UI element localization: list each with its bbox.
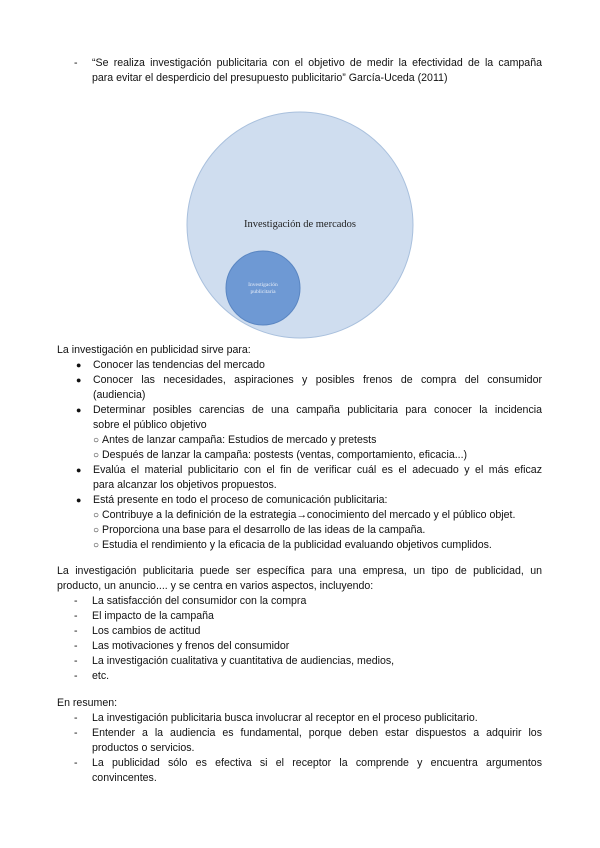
bullet-text: para alcanzar los objetivos propuestos.	[93, 479, 277, 491]
dash-marker: -	[74, 727, 78, 739]
inner-circle-label: publicitaria	[250, 289, 276, 295]
bullet-text: sobre el público objetivo	[93, 419, 207, 431]
dash-marker: -	[74, 57, 78, 69]
sub-bullet-circle: ○	[93, 450, 100, 461]
sub-bullet-circle: ○	[93, 435, 100, 446]
list-item: etc.	[92, 670, 110, 682]
list-item: Los cambios de actitud	[92, 625, 201, 637]
sub-bullet-text: Después de lanzar la campaña: postests (ventas, comportamiento, eficacia...)	[102, 449, 468, 461]
sub-bullet-text: Estudia el rendimiento y la eficacia de la publicidad evaluando objetivos cumplidos.	[102, 539, 492, 551]
bullet-text: Conocer las tendencias del mercado	[93, 359, 265, 371]
list-item: La investigación cualitativa y cuantitativa de audiencias, medios,	[92, 655, 395, 667]
sub-bullet-text: Antes de lanzar campaña: Estudios de mercado y pretests	[102, 434, 377, 446]
sub-bullet-circle: ○	[93, 525, 100, 536]
quote-line: para evitar el desperdicio del presupuesto publicitario” García-Uceda (2011)	[92, 72, 448, 84]
bullet-dot: ●	[76, 375, 82, 385]
sub-bullet-circle: ○	[93, 510, 100, 521]
bullet-text: Evalúa el material publicitario con el fin de verificar cuál es el adecuado y el más eficaz	[93, 464, 542, 476]
dash-marker: -	[74, 655, 78, 667]
list-item: Entender a la audiencia es fundamental, porque deben estar dispuestos a adquirir los	[92, 727, 542, 739]
dash-marker: -	[74, 640, 78, 652]
bullet-text: Determinar posibles carencias de una campaña publicitaria para conocer la incidencia	[93, 404, 542, 416]
dash-marker: -	[74, 625, 78, 637]
section-intro: producto, un anuncio.... y se centra en varios aspectos, incluyendo:	[57, 580, 374, 592]
nested-circles-diagram	[180, 110, 420, 342]
section-intro: La investigación en publicidad sirve para:	[57, 344, 251, 356]
outer-circle-label: Investigación de mercados	[244, 219, 356, 230]
bullet-text: Conocer las necesidades, aspiraciones y posibles frenos de compra del consumidor	[93, 374, 542, 386]
dash-marker: -	[74, 595, 78, 607]
inner-circle-label: Investigación	[248, 282, 278, 288]
dash-marker: -	[74, 757, 78, 769]
bullet-dot: ●	[76, 360, 82, 370]
inner-circle	[226, 251, 300, 325]
list-item: Las motivaciones y frenos del consumidor	[92, 640, 290, 652]
dash-marker: -	[74, 610, 78, 622]
section-title: En resumen:	[57, 697, 118, 709]
sub-bullet-text: Contribuye a la definición de la estrategia→conocimiento del mercado y el público objet.	[102, 509, 516, 521]
sub-bullet-text: Proporciona una base para el desarrollo de las ideas de la campaña.	[102, 524, 426, 536]
sub-bullet-circle: ○	[93, 540, 100, 551]
bullet-text: (audiencia)	[93, 389, 146, 401]
bullet-dot: ●	[76, 405, 82, 415]
list-item: productos o servicios.	[92, 742, 195, 754]
bullet-dot: ●	[76, 465, 82, 475]
dash-marker: -	[74, 670, 78, 682]
list-item: convincentes.	[92, 772, 157, 784]
bullet-dot: ●	[76, 495, 82, 505]
dash-marker: -	[74, 712, 78, 724]
list-item: La publicidad sólo es efectiva si el receptor la comprende y encuentra argumentos	[92, 757, 542, 769]
list-item: La investigación publicitaria busca involucrar al receptor en el proceso publicitario.	[92, 712, 478, 724]
list-item: La satisfacción del consumidor con la compra	[92, 595, 307, 607]
quote-line: “Se realiza investigación publicitaria con el objetivo de medir la efectividad de la campaña	[92, 57, 542, 69]
section-intro: La investigación publicitaria puede ser específica para una empresa, un tipo de publicidad, un	[57, 565, 542, 577]
list-item: El impacto de la campaña	[92, 610, 214, 622]
bullet-text: Está presente en todo el proceso de comunicación publicitaria:	[93, 494, 388, 506]
